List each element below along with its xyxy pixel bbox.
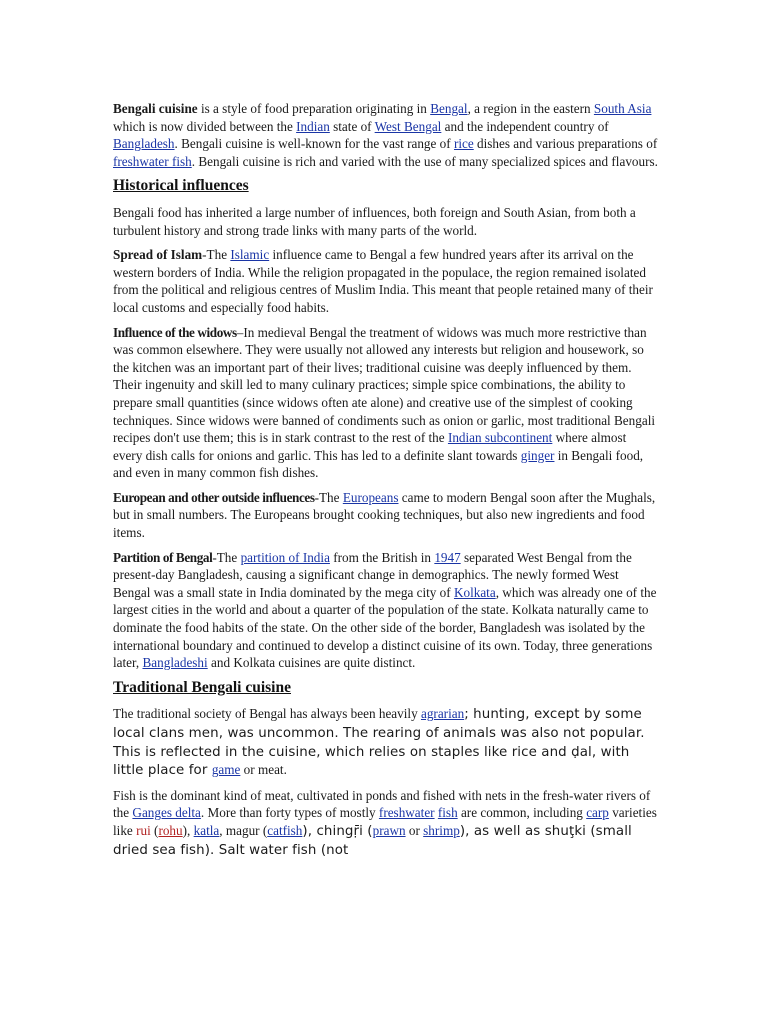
text: are common, including (457, 805, 587, 821)
islam-lead: Spread of Islam (113, 247, 203, 263)
text: ), (182, 822, 194, 838)
link-kolkata[interactable]: Kolkata (453, 584, 496, 600)
link-freshwater[interactable]: freshwater (378, 805, 435, 821)
text: -The (314, 489, 343, 505)
text: or (405, 822, 424, 838)
text: Fish is the dominant kind of meat, cultivated in ponds and fished with nets in the fresh-water rivers of the (113, 787, 651, 821)
link-agrarian[interactable]: agrarian (420, 706, 465, 722)
text: ( (150, 822, 159, 838)
text: -The (202, 247, 231, 263)
link-bengal[interactable]: Bengal (430, 101, 468, 116)
text: came to modern Bengal soon after the Mughals, but in small numbers. The Europeans brought cooking techniques, but also new ingredients and food items. (113, 489, 656, 541)
link-fish[interactable]: fish (437, 805, 458, 821)
traditional-paragraph-1 (113, 705, 658, 779)
widows-paragraph (113, 324, 658, 482)
widows-lead: Influence of the widows (113, 324, 237, 340)
heading-traditional-bengali-cuisine: Traditional Bengali cuisine (113, 678, 291, 696)
text: The traditional society of Bengal has always been heavily (113, 706, 421, 722)
heading-historical-influences: Historical influences (113, 177, 249, 195)
link-bangladesh[interactable]: Bangladesh (113, 136, 175, 152)
european-paragraph (113, 489, 658, 542)
text: , a region in the eastern (467, 101, 594, 116)
link-indian-subcontinent[interactable]: Indian subcontinent (447, 430, 553, 446)
text: and Kolkata cuisines are quite distinct. (207, 655, 416, 671)
text: ), as well as shuţki (small dried sea fish). Salt water fish (not (113, 823, 632, 858)
text: , which was already one of the largest cities in the world and about a quarter of the population of the state. Kolkata naturally came to dominate the food habits of the state. On the other side of the border, Bangladesh was isolated by the international boundary and continued to develop a distinct cuisine of its own. Today, three generations later, (113, 584, 657, 671)
text: varieties like (113, 805, 657, 838)
link-bangladeshi[interactable]: Bangladeshi (142, 655, 208, 671)
text: state of (329, 118, 375, 134)
link-europeans[interactable]: Europeans (342, 489, 399, 505)
intro-paragraph (113, 100, 658, 170)
link-catfish[interactable]: catfish (267, 822, 303, 838)
historical-intro: Bengali food has inherited a large number of influences, both foreign and South Asian, from both a turbulent history and strong trade links with many parts of the world. (113, 204, 636, 238)
link-rice[interactable]: rice (453, 136, 474, 152)
text: . More than forty types of mostly (200, 805, 379, 821)
partition-lead: Partition of Bengal (113, 549, 213, 565)
text: where almost every dish calls for onions and garlic. This has led to a definite slant towards (113, 430, 627, 463)
text: separated West Bengal from the present-day Bangladesh, causing a significant change in demographics. The newly formed West Bengal was a small state in India dominated by the mega city of (113, 549, 632, 600)
link-game[interactable]: game (211, 762, 241, 778)
link-ginger[interactable]: ginger (520, 447, 555, 463)
link-katla[interactable]: katla (193, 822, 220, 838)
text: ; hunting, except by some local clans men, was uncommon. The rearing of animals was also not popular. This is reflected in the cuisine, which relies on staples like rice and ḍal, with little place for (113, 707, 645, 779)
link-1947[interactable]: 1947 (434, 549, 461, 565)
link-south-asia[interactable]: South Asia (593, 101, 652, 116)
term-rui: rui (136, 822, 151, 838)
link-partition-of-india[interactable]: partition of India (240, 549, 330, 565)
partition-paragraph (113, 549, 658, 672)
text: dishes and various preparations of (473, 136, 658, 152)
link-carp[interactable]: carp (586, 805, 609, 821)
text: which is now divided between the (113, 118, 297, 134)
islam-paragraph (113, 246, 658, 316)
text: influence came to Bengal a few hundred years after its arrival on the western borders of India. While the religion propagated in the populace, the region remained isolated from the political and religious centres of Muslim India. This meant that people retained many of their local customs and especially food habits. (113, 247, 653, 315)
text: is a style of food preparation originating in (197, 101, 431, 116)
european-lead: European and other outside influences (113, 489, 315, 505)
link-prawn[interactable]: prawn (372, 822, 406, 838)
text: in Bengali food, and even in many common fish dishes. (113, 447, 644, 481)
intro-term: Bengali cuisine (113, 101, 198, 116)
text: -The (212, 549, 241, 565)
text: . Bengali cuisine is well-known for the vast range of (174, 136, 454, 152)
link-freshwater-fish[interactable]: freshwater fish (113, 153, 192, 169)
text: ), chingṝi ( (302, 823, 373, 839)
text: and the independent country of (441, 118, 609, 134)
link-islamic[interactable]: Islamic (230, 247, 270, 263)
link-ganges-delta[interactable]: Ganges delta (132, 805, 201, 821)
text: –In medieval Bengal the treatment of widows was much more restrictive than was common elsewhere. They were usually not allowed any interests but religion and housework, so the kitchen was an important part of their lives; traditional cuisine was deeply influenced by them. Their ingenuity and skill led to many culinary practices; simple spice combinations, the ability to prepare small quantities (since widows often ate alone) and creative use of the simplest of cooking techniques. Since widows were banned of condiments such as onion or garlic, most traditional Bengali recipes don't use them; this is in stark contrast to the rest of the (113, 324, 656, 446)
link-indian[interactable]: Indian (296, 118, 330, 134)
text: or meat. (240, 762, 287, 778)
traditional-paragraph-2 (113, 787, 658, 859)
text: . Bengali cuisine is rich and varied with the use of many specialized spices and flavours. (191, 153, 658, 169)
link-rohu[interactable]: rohu (158, 822, 183, 838)
document-page (113, 100, 658, 866)
text: , magur ( (219, 822, 268, 838)
link-shrimp[interactable]: shrimp (423, 822, 460, 838)
link-west-bengal[interactable]: West Bengal (374, 118, 442, 134)
text: from the British in (329, 549, 435, 565)
